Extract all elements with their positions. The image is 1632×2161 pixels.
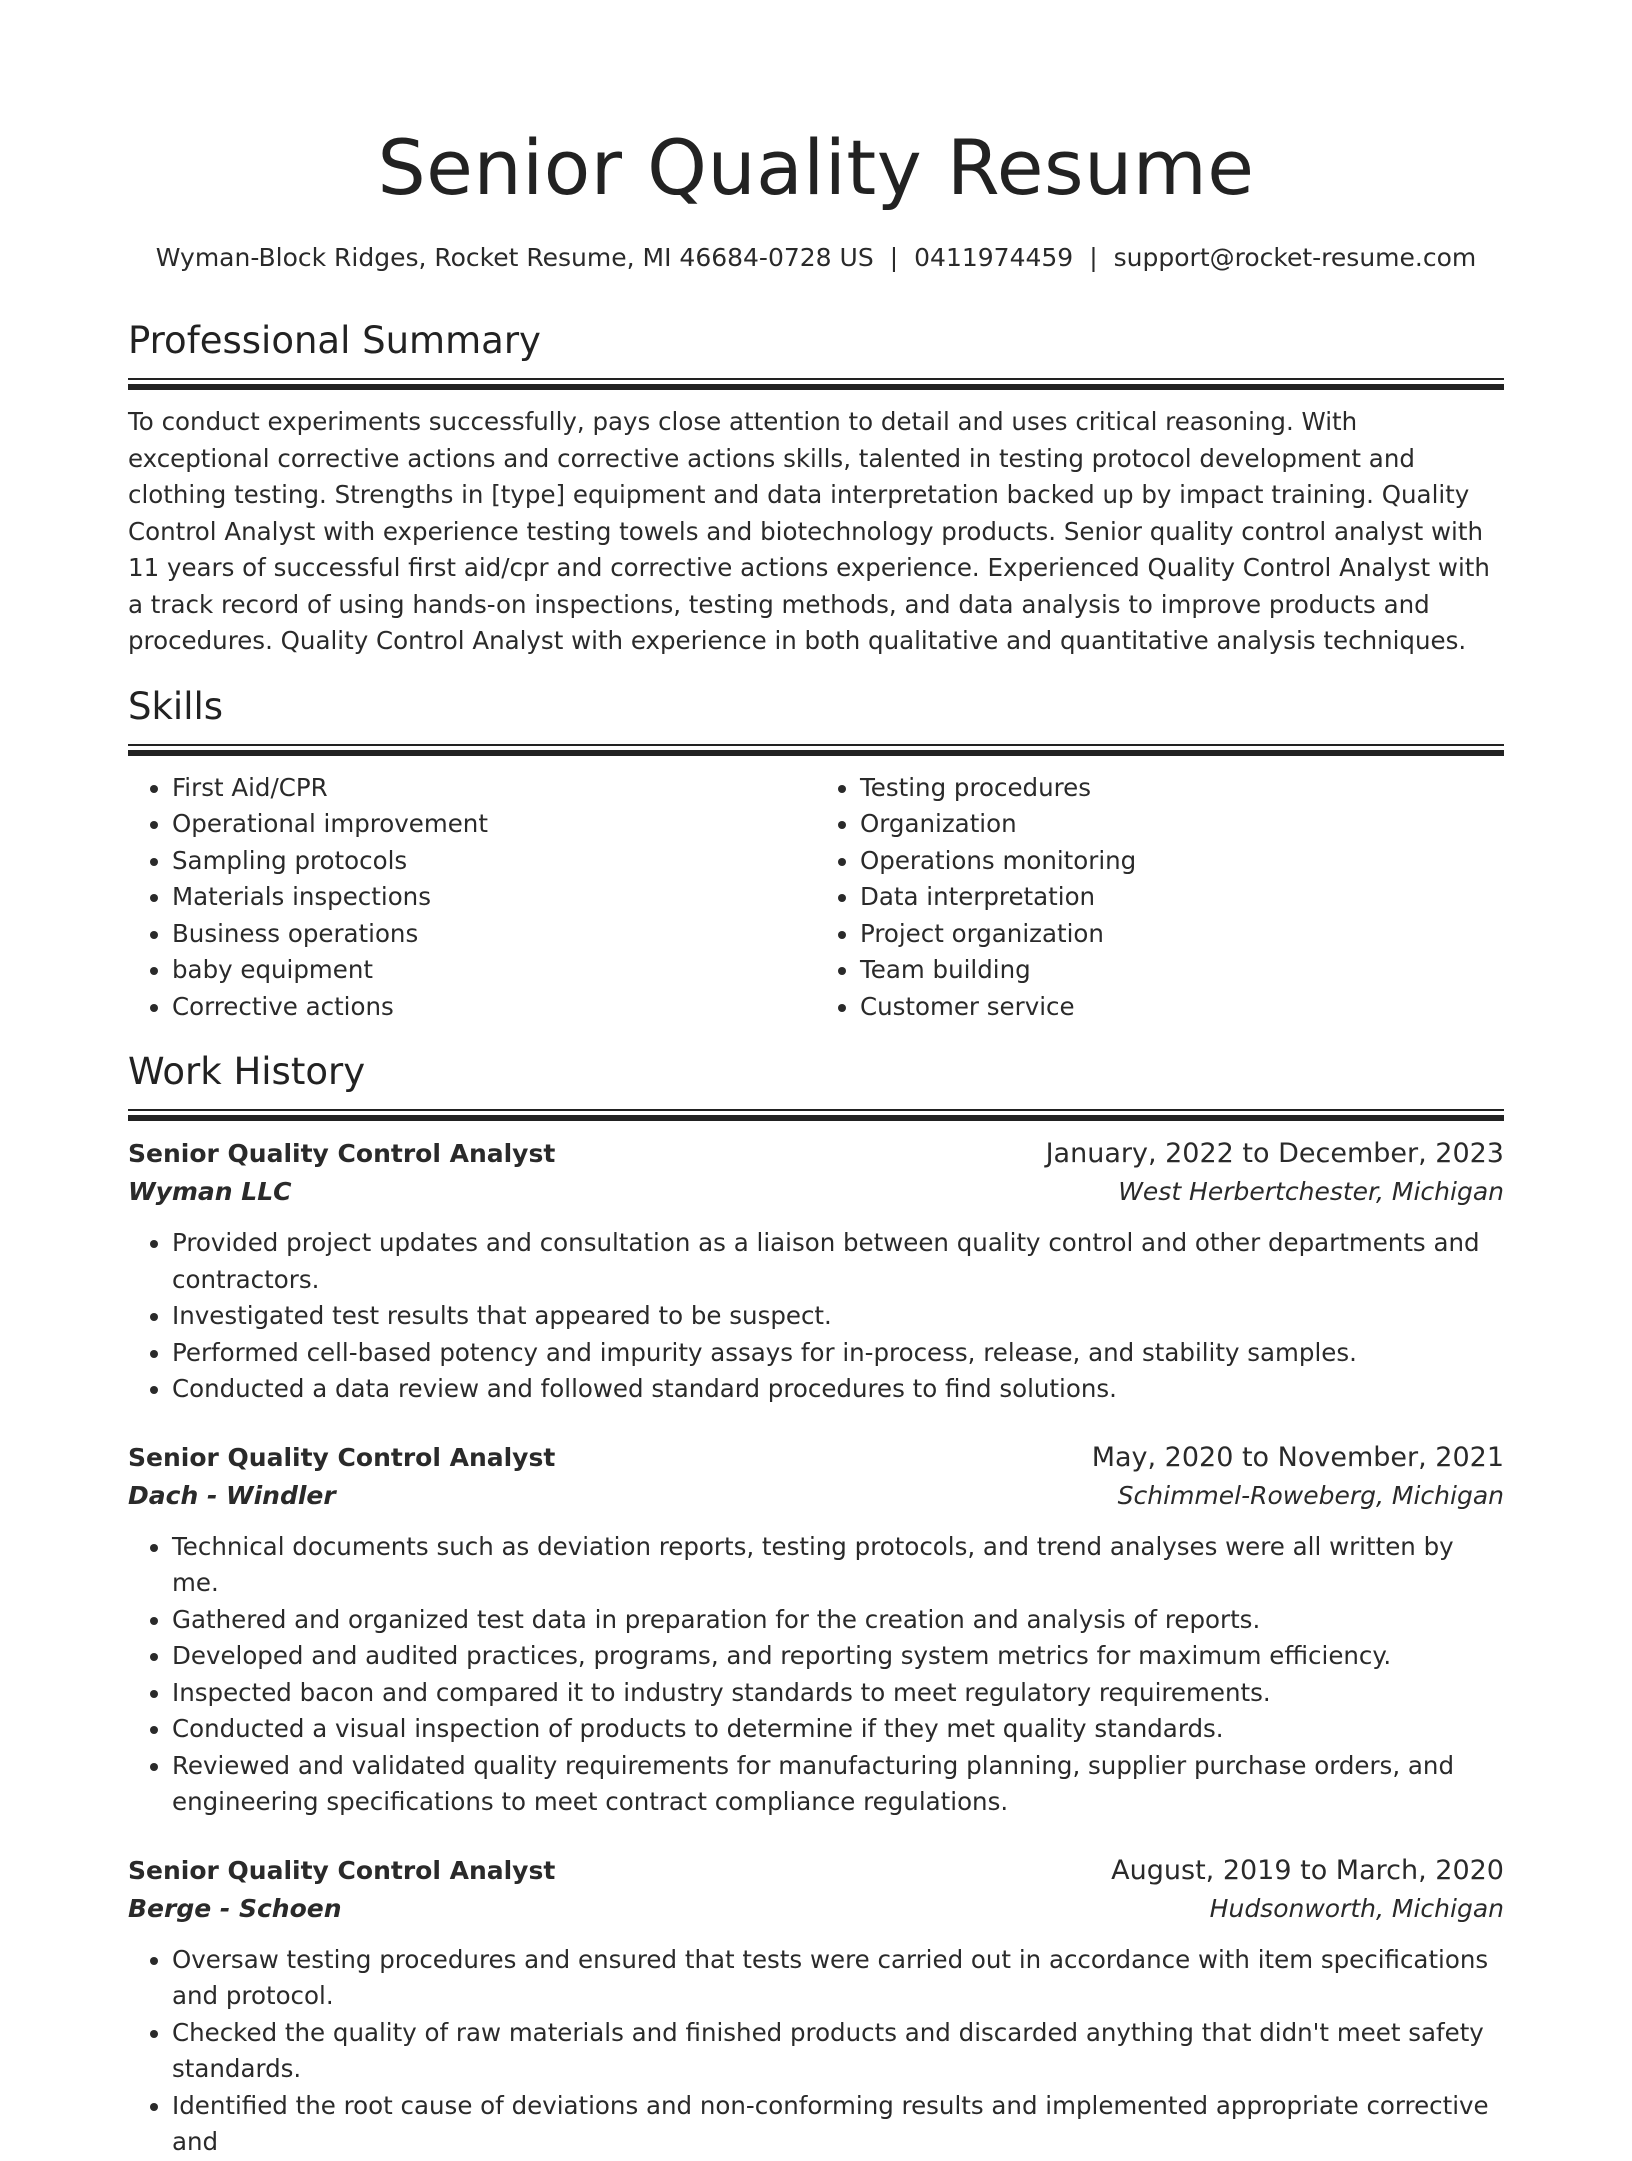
job-location: West Herbertchester, Michigan [1118, 1177, 1504, 1206]
skill-item: • Team building [860, 952, 1504, 989]
contact-separator: | [889, 243, 899, 272]
job-bullet: • Investigated test results that appeared to be suspect. [172, 1298, 1504, 1335]
job-bullet: • Gathered and organized test data in preparation for the creation and analysis of reports. [172, 1602, 1504, 1639]
job-bullet: • Developed and audited practices, programs, and reporting system metrics for maximum efficiency. [172, 1638, 1504, 1675]
job-bullets [128, 1529, 1504, 1821]
job-bullet: • Reviewed and validated quality requirements for manufacturing planning, supplier purchase orders, and engineering specifications to meet contract compliance regulations. [172, 1748, 1504, 1821]
professional-summary-section [128, 316, 1504, 660]
job-company: Wyman LLC [128, 1177, 292, 1206]
skill-item: • Materials inspections [172, 879, 816, 916]
job-header-row [128, 1439, 1504, 1477]
skill-item: • Corrective actions [172, 989, 816, 1026]
resume-title: Senior Quality Resume [377, 123, 1255, 212]
job-entry [128, 1852, 1504, 2161]
skills-column-right [816, 770, 1504, 1026]
skill-item: • Customer service [860, 989, 1504, 1026]
job-bullet: • Identified the root cause of deviations and non-conforming results and implemented appropriate corrective and [172, 2088, 1504, 2161]
work-history-section [128, 1047, 1504, 2161]
section-divider [128, 744, 1504, 756]
job-company-row [128, 1173, 1504, 1211]
job-bullet: • Technical documents such as deviation reports, testing protocols, and trend analyses were all written by me. [172, 1529, 1504, 1602]
job-bullet: • Provided project updates and consultation as a liaison between quality control and other departments and contractors. [172, 1225, 1504, 1298]
contact-separator: | [1089, 243, 1098, 272]
job-bullet: • Conducted a data review and followed standard procedures to find solutions. [172, 1371, 1504, 1408]
job-title: Senior Quality Control Analyst [128, 1442, 556, 1472]
job-title: Senior Quality Control Analyst [128, 1855, 556, 1885]
skill-item: • Organization [860, 806, 1504, 843]
contact-email: support@rocket-resume.com [1113, 243, 1477, 272]
skill-item: • Operations monitoring [860, 843, 1504, 880]
skill-item: • First Aid/CPR [172, 770, 816, 807]
summary-paragraph: To conduct experiments successfully, pays close attention to detail and uses critical reasoning. With exceptional corrective actions and corrective actions skills, talented in testing protocol development and clothing testing. Strengths in [type] equipment and data interpretation backed up by impact training. Quality Control Analyst with experience testing towels and biotechnology products. Senior quality control analyst with 11 years of successful first aid/cpr and corrective actions experience. Experienced Quality Control Analyst with a track record of using hands-on inspections, testing methods, and data analysis to improve products and procedures. Quality Control Analyst with experience in both qualitative and quantitative analysis techniques. [128, 407, 1490, 655]
job-company: Dach - Windler [128, 1480, 336, 1510]
skill-item: • baby equipment [172, 952, 816, 989]
job-dates: January, 2022 to December, 2023 [1045, 1138, 1504, 1169]
job-bullet: • Oversaw testing procedures and ensured that tests were carried out in accordance with item specifications and protocol. [172, 1942, 1504, 2015]
skills-grid [128, 770, 1504, 1026]
job-title: Senior Quality Control Analyst [128, 1139, 556, 1168]
job-header-row [128, 1135, 1504, 1173]
skill-item: • Project organization [860, 916, 1504, 953]
skill-item: • Data interpretation [860, 879, 1504, 916]
job-bullet: • Performed cell-based potency and impurity assays for in-process, release, and stability samples. [172, 1335, 1504, 1372]
job-company-row [128, 1890, 1504, 1928]
job-company-row [128, 1477, 1504, 1515]
job-bullets [128, 1942, 1504, 2161]
job-dates: May, 2020 to November, 2021 [1091, 1441, 1504, 1473]
contact-address: Wyman-Block Ridges, Rocket Resume, MI 46684-0728 US [155, 243, 874, 272]
job-location: Schimmel-Roweberg, Michigan [1117, 1480, 1504, 1510]
section-heading-skills: Skills [128, 684, 224, 728]
skill-item: • Testing procedures [860, 770, 1504, 807]
section-heading-work: Work History [128, 1050, 366, 1093]
job-bullet: • Checked the quality of raw materials and finished products and discarded anything that didn't meet safety standards. [172, 2015, 1504, 2088]
job-bullet: • Conducted a visual inspection of products to determine if they met quality standards. [172, 1711, 1504, 1748]
skill-item: • Sampling protocols [172, 843, 816, 880]
skills-column-left [128, 770, 816, 1026]
job-bullets [128, 1225, 1504, 1408]
job-bullet: • Inspected bacon and compared it to industry standards to meet regulatory requirements. [172, 1675, 1504, 1712]
skill-item: • Business operations [172, 916, 816, 953]
contact-phone: 0411974459 [914, 243, 1074, 272]
job-header-row [128, 1852, 1504, 1890]
job-entry [128, 1135, 1504, 1408]
job-location: Hudsonworth, Michigan [1209, 1893, 1504, 1923]
skill-item: • Operational improvement [172, 806, 816, 843]
section-heading-summary: Professional Summary [128, 319, 541, 362]
section-divider [128, 378, 1504, 390]
job-company: Berge - Schoen [128, 1893, 342, 1923]
skills-section [128, 682, 1504, 1026]
job-dates: August, 2019 to March, 2020 [1111, 1854, 1504, 1886]
contact-line [128, 240, 1504, 276]
job-entry [128, 1439, 1504, 1821]
section-divider [128, 1109, 1504, 1121]
